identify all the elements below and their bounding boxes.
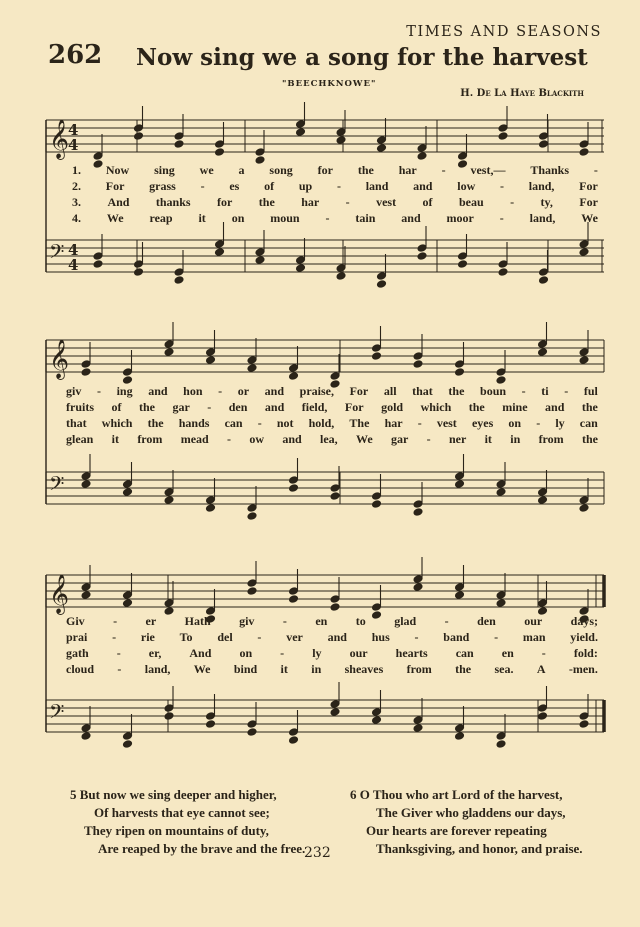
- lyric-syllable: har: [398, 163, 417, 177]
- lyric-syllable: Giv: [66, 614, 85, 628]
- lyric-syllable: den: [228, 400, 248, 414]
- hymn-title: Now sing we a song for the harvest: [136, 44, 588, 71]
- note-head: [377, 144, 387, 153]
- treble-clef: 𝄞: [49, 574, 70, 614]
- note-head: [123, 376, 133, 385]
- lyric-line: [66, 384, 598, 399]
- lyric-syllable: har: [301, 195, 320, 209]
- lyric-syllable: of: [422, 195, 433, 209]
- note-head: [289, 372, 299, 381]
- lyric-syllable: -men.: [568, 662, 598, 676]
- note-head: [81, 368, 91, 377]
- lyric-syllable: Now: [105, 163, 130, 177]
- lyric-syllable: -: [510, 195, 515, 209]
- lyric-syllable: For: [344, 400, 364, 414]
- note-head: [289, 736, 299, 745]
- lyric-syllable: We: [581, 211, 598, 225]
- note-head: [458, 260, 468, 269]
- lyric-syllable: days;: [570, 614, 598, 628]
- lyric-syllable: and: [401, 211, 421, 225]
- verse-6-line-3: Our hearts are forever repeating: [366, 823, 547, 838]
- bass-clef: 𝄢: [49, 240, 65, 268]
- note-head: [413, 508, 423, 517]
- lyric-syllable: en: [315, 614, 328, 628]
- lyric-syllable: can: [455, 646, 474, 660]
- lyric-syllable: -: [441, 163, 446, 177]
- lyric-syllable: the: [468, 400, 485, 414]
- lyric-syllable: cloud: [66, 662, 95, 676]
- lyric-syllable: field,: [301, 400, 328, 414]
- lyric-syllable: it: [280, 662, 288, 676]
- lyric-syllable: gar: [172, 400, 190, 414]
- lyric-syllable: A: [536, 662, 546, 676]
- lyric-syllable: can: [579, 416, 598, 430]
- lyric-syllable: lea,: [320, 432, 338, 446]
- lyric-syllable: our: [524, 614, 543, 628]
- lyric-syllable: -: [521, 384, 526, 398]
- lyric-syllable: -: [541, 646, 546, 660]
- note-head: [330, 492, 340, 501]
- lyric-syllable: -: [227, 432, 232, 446]
- lyric-syllable: rie: [140, 630, 155, 644]
- lyric-syllable: land,: [529, 211, 556, 225]
- lyric-syllable: glad: [394, 614, 417, 628]
- lyric-syllable: And: [107, 195, 130, 209]
- lyric-syllable: -: [282, 614, 287, 628]
- lyric-syllable: it: [484, 432, 492, 446]
- lyric-syllable: hold,: [308, 416, 335, 430]
- lyric-syllable: not: [276, 416, 294, 430]
- note-head: [247, 587, 257, 596]
- note-head: [296, 128, 306, 137]
- section-heading: TIMES AND SEASONS: [406, 24, 602, 40]
- hymn-number: 262: [48, 40, 103, 70]
- lyric-line: [66, 662, 598, 677]
- lyric-line: [66, 432, 598, 447]
- time-signature: 4: [68, 256, 79, 274]
- lyric-syllable: on: [231, 211, 245, 225]
- note-head: [123, 599, 133, 608]
- lyric-syllable: eyes: [471, 416, 494, 430]
- note-head: [579, 504, 589, 513]
- lyric-syllable: -: [444, 614, 449, 628]
- lyric-syllable: the: [448, 384, 465, 398]
- lyric-syllable: moun: [270, 211, 300, 225]
- note-head: [215, 148, 225, 157]
- lyric-syllable: prai: [66, 630, 88, 644]
- lyric-syllable: of: [111, 400, 122, 414]
- lyric-syllable: -: [218, 384, 223, 398]
- note-head: [372, 500, 382, 509]
- note-head: [164, 496, 174, 505]
- lyric-syllable: and: [264, 384, 285, 398]
- lyric-syllable: -: [336, 179, 341, 193]
- lyric-syllable: of: [264, 179, 275, 193]
- lyric-syllable: For: [349, 384, 369, 398]
- lyric-syllable: the: [455, 662, 472, 676]
- lyric-syllable: all: [383, 384, 397, 398]
- lyric-syllable: from: [406, 662, 432, 676]
- note-head: [539, 140, 549, 149]
- lyric-syllable: we: [199, 163, 214, 177]
- lyric-syllable: man: [522, 630, 546, 644]
- note-head: [372, 352, 382, 361]
- lyric-syllable: and: [264, 400, 285, 414]
- lyric-line: [72, 163, 598, 178]
- lyric-syllable: -: [564, 384, 569, 398]
- lyric-syllable: tain: [355, 211, 376, 225]
- lyric-syllable: ti: [541, 384, 549, 398]
- lyric-line: [72, 211, 598, 226]
- lyric-syllable: for: [217, 195, 233, 209]
- note-head: [330, 603, 340, 612]
- lyric-syllable: -: [257, 416, 262, 430]
- lyric-syllable: vest,—: [470, 163, 506, 177]
- lyric-syllable: thanks: [155, 195, 191, 209]
- lyric-syllable: beau: [458, 195, 484, 209]
- verse-5: [70, 786, 305, 858]
- note-head: [134, 132, 144, 141]
- note-head: [330, 708, 340, 717]
- lyric-syllable: mead: [180, 432, 209, 446]
- note-head: [247, 512, 257, 521]
- lyric-syllable: -: [200, 179, 205, 193]
- lyric-syllable: -: [117, 662, 122, 676]
- treble-clef: 𝄞: [49, 339, 70, 379]
- note-head: [93, 260, 103, 269]
- note-head: [496, 376, 506, 385]
- lyric-syllable: 4.: [72, 211, 81, 225]
- note-head: [372, 716, 382, 725]
- lyric-syllable: 3.: [72, 195, 81, 209]
- lyric-syllable: en: [501, 646, 514, 660]
- lyric-syllable: hus: [371, 630, 390, 644]
- note-head: [579, 356, 589, 365]
- bass-clef: 𝄢: [49, 472, 65, 500]
- note-head: [174, 276, 184, 285]
- lyric-syllable: boun: [480, 384, 507, 398]
- lyric-syllable: song: [269, 163, 293, 177]
- lyric-syllable: and: [148, 384, 168, 398]
- note-head: [174, 140, 184, 149]
- note-head: [538, 496, 548, 505]
- verse-5-line-4: Are reaped by the brave and the free.: [98, 841, 306, 856]
- page-number: 232: [304, 845, 331, 861]
- lyric-syllable: -: [96, 384, 101, 398]
- lyric-syllable: fruits: [66, 400, 94, 414]
- lyric-syllable: praise,: [299, 384, 334, 398]
- note-head: [496, 740, 506, 749]
- lyric-syllable: and: [327, 630, 347, 644]
- composer: H. De La Haye Blackith: [460, 88, 584, 99]
- lyric-syllable: mine: [502, 400, 528, 414]
- lyric-syllable: reap: [149, 211, 173, 225]
- lyric-syllable: low: [457, 179, 476, 193]
- lyric-syllable: moor: [446, 211, 474, 225]
- lyric-syllable: We: [193, 662, 211, 676]
- lyric-syllable: land,: [528, 179, 555, 193]
- lyric-syllable: which: [420, 400, 452, 414]
- lyric-syllable: ful: [583, 384, 598, 398]
- note-head: [413, 583, 423, 592]
- note-head: [455, 732, 465, 741]
- lyric-syllable: that: [412, 384, 433, 398]
- lyric-syllable: -: [325, 211, 330, 225]
- note-head: [81, 480, 91, 489]
- lyric-syllable: a: [238, 163, 245, 177]
- lyric-syllable: To: [179, 630, 193, 644]
- lyric-syllable: ow: [249, 432, 265, 446]
- note-head: [538, 712, 548, 721]
- lyric-syllable: gath: [66, 646, 89, 660]
- note-head: [289, 595, 299, 604]
- note-head: [336, 272, 346, 281]
- note-head: [413, 724, 423, 733]
- note-head: [134, 268, 144, 277]
- lyric-syllable: for: [317, 163, 333, 177]
- lyric-syllable: -: [257, 630, 262, 644]
- lyric-syllable: to: [355, 614, 366, 628]
- lyric-syllable: on: [508, 416, 522, 430]
- lyric-syllable: from: [137, 432, 163, 446]
- lyric-line: [72, 179, 598, 194]
- lyric-syllable: in: [510, 432, 521, 446]
- lyric-syllable: giv: [239, 614, 255, 628]
- verse-6: [350, 786, 583, 858]
- lyric-syllable: bind: [233, 662, 258, 676]
- note-head: [579, 720, 589, 729]
- lyric-syllable: vest: [376, 195, 397, 209]
- lyric-syllable: 1.: [72, 163, 81, 177]
- lyric-syllable: hands: [178, 416, 210, 430]
- lyric-syllable: es: [229, 179, 240, 193]
- lyric-syllable: ty,: [540, 195, 553, 209]
- lyric-syllable: gold: [381, 400, 404, 414]
- lyric-syllable: giv: [66, 384, 82, 398]
- lyric-syllable: land,: [144, 662, 171, 676]
- note-head: [206, 720, 216, 729]
- lyric-syllable: -: [345, 195, 350, 209]
- note-head: [496, 488, 506, 497]
- lyric-syllable: the: [581, 432, 598, 446]
- lyric-syllable: -: [593, 163, 598, 177]
- lyric-syllable: -: [113, 614, 118, 628]
- lyric-syllable: can: [224, 416, 243, 430]
- lyric-syllable: which: [101, 416, 133, 430]
- verse-6-line-4: Thanksgiving, and honor, and praise.: [376, 841, 583, 856]
- verse-6-label: 6: [350, 787, 357, 802]
- lyric-syllable: er,: [148, 646, 162, 660]
- note-head: [164, 348, 174, 357]
- lyric-syllable: vest: [436, 416, 457, 430]
- lyric-syllable: We: [356, 432, 373, 446]
- note-head: [206, 504, 216, 513]
- lyric-syllable: For: [105, 179, 125, 193]
- lyric-line: [66, 400, 598, 415]
- lyric-syllable: ver: [286, 630, 303, 644]
- note-head: [538, 348, 548, 357]
- lyric-syllable: And: [189, 646, 212, 660]
- note-head: [296, 264, 306, 273]
- note-head: [377, 280, 387, 289]
- note-head: [336, 136, 346, 145]
- lyric-syllable: our: [349, 646, 368, 660]
- note-head: [289, 484, 299, 493]
- lyric-syllable: -: [426, 432, 431, 446]
- note-head: [123, 488, 133, 497]
- lyric-syllable: that: [66, 416, 87, 430]
- lyric-syllable: the: [258, 195, 275, 209]
- lyric-syllable: up: [298, 179, 313, 193]
- lyric-syllable: grass: [149, 179, 176, 193]
- lyric-syllable: or: [237, 384, 250, 398]
- lyric-syllable: land: [365, 179, 389, 193]
- tune-name: "BEECHKNOWE": [282, 79, 377, 89]
- lyric-syllable: sing: [154, 163, 175, 177]
- bass-clef: 𝄢: [49, 700, 65, 728]
- lyric-syllable: For: [579, 195, 598, 209]
- lyric-syllable: the: [138, 400, 155, 414]
- lyric-line: [66, 614, 598, 629]
- lyric-line: [72, 195, 598, 210]
- lyric-syllable: -: [499, 211, 504, 225]
- lyric-syllable: on: [239, 646, 253, 660]
- lyric-syllable: -: [112, 630, 117, 644]
- note-head: [81, 732, 91, 741]
- lyric-syllable: -: [417, 416, 422, 430]
- lyric-syllable: gar: [390, 432, 409, 446]
- lyric-syllable: the: [581, 400, 598, 414]
- lyric-syllable: -: [499, 179, 504, 193]
- note-head: [498, 132, 508, 141]
- note-head: [417, 252, 427, 261]
- lyric-syllable: del: [217, 630, 233, 644]
- lyric-syllable: ner: [448, 432, 467, 446]
- lyric-syllable: -: [280, 646, 285, 660]
- lyric-syllable: and: [413, 179, 433, 193]
- note-head: [247, 728, 257, 737]
- note-head: [417, 152, 427, 161]
- lyric-syllable: For: [579, 179, 598, 193]
- lyric-syllable: ly: [312, 646, 322, 660]
- lyric-syllable: We: [106, 211, 124, 225]
- lyric-syllable: it: [198, 211, 206, 225]
- note-head: [413, 360, 423, 369]
- note-head: [455, 368, 465, 377]
- verse-6-line-2: The Giver who gladdens our days,: [376, 805, 566, 820]
- note-head: [498, 268, 508, 277]
- note-head: [215, 248, 225, 257]
- note-head: [164, 712, 174, 721]
- lyric-syllable: in: [311, 662, 322, 676]
- lyric-syllable: -: [536, 416, 541, 430]
- lyric-line: [66, 630, 598, 645]
- lyric-syllable: yield.: [570, 630, 598, 644]
- lyric-syllable: hon: [183, 384, 203, 398]
- verse-5-line-1: 5 But now we sing deeper and higher,: [70, 787, 277, 802]
- note-head: [496, 599, 506, 608]
- lyric-syllable: -: [207, 400, 212, 414]
- time-signature: 4: [68, 241, 79, 259]
- lyric-line: [66, 416, 598, 431]
- lyric-syllable: from: [538, 432, 564, 446]
- lyric-syllable: it: [111, 432, 119, 446]
- lyric-syllable: hearts: [395, 646, 428, 660]
- note-head: [255, 256, 265, 265]
- note-head: [123, 740, 133, 749]
- lyric-syllable: sheaves: [344, 662, 384, 676]
- lyric-syllable: glean: [66, 432, 94, 446]
- note-head: [455, 480, 465, 489]
- lyric-syllable: -: [116, 646, 121, 660]
- lyric-syllable: and: [282, 432, 302, 446]
- lyric-syllable: fold:: [573, 646, 598, 660]
- lyric-syllable: -: [414, 630, 419, 644]
- lyric-syllable: the: [147, 416, 164, 430]
- note-head: [579, 248, 589, 257]
- lyric-syllable: and: [545, 400, 565, 414]
- lyric-syllable: ing: [116, 384, 133, 398]
- lyric-syllable: 2.: [72, 179, 81, 193]
- lyric-syllable: ly: [555, 416, 565, 430]
- treble-clef: 𝄞: [49, 119, 70, 159]
- note-head: [206, 356, 216, 365]
- lyric-line: [66, 646, 598, 661]
- time-signature: 4: [68, 121, 79, 139]
- lyric-syllable: sea.: [494, 662, 514, 676]
- note-head: [81, 591, 91, 600]
- lyric-syllable: er: [145, 614, 157, 628]
- verse-5-label: 5: [70, 787, 77, 802]
- lyric-syllable: Hath: [184, 614, 211, 628]
- time-signature: 4: [68, 136, 79, 154]
- lyric-syllable: band: [443, 630, 470, 644]
- lyric-syllable: the: [357, 163, 374, 177]
- note-head: [539, 276, 549, 285]
- verse-5-line-3: They ripen on mountains of duty,: [84, 823, 269, 838]
- verse-5-line-2: Of harvests that eye cannot see;: [94, 805, 270, 820]
- lyric-syllable: The: [349, 416, 370, 430]
- lyric-syllable: den: [477, 614, 496, 628]
- note-head: [247, 364, 257, 373]
- verse-6-line-1: 6 O Thou who art Lord of the harvest,: [350, 787, 563, 802]
- note-head: [455, 591, 465, 600]
- lyric-syllable: Thanks: [530, 163, 570, 177]
- lyric-syllable: har: [384, 416, 403, 430]
- note-head: [579, 148, 589, 157]
- lyric-syllable: -: [494, 630, 499, 644]
